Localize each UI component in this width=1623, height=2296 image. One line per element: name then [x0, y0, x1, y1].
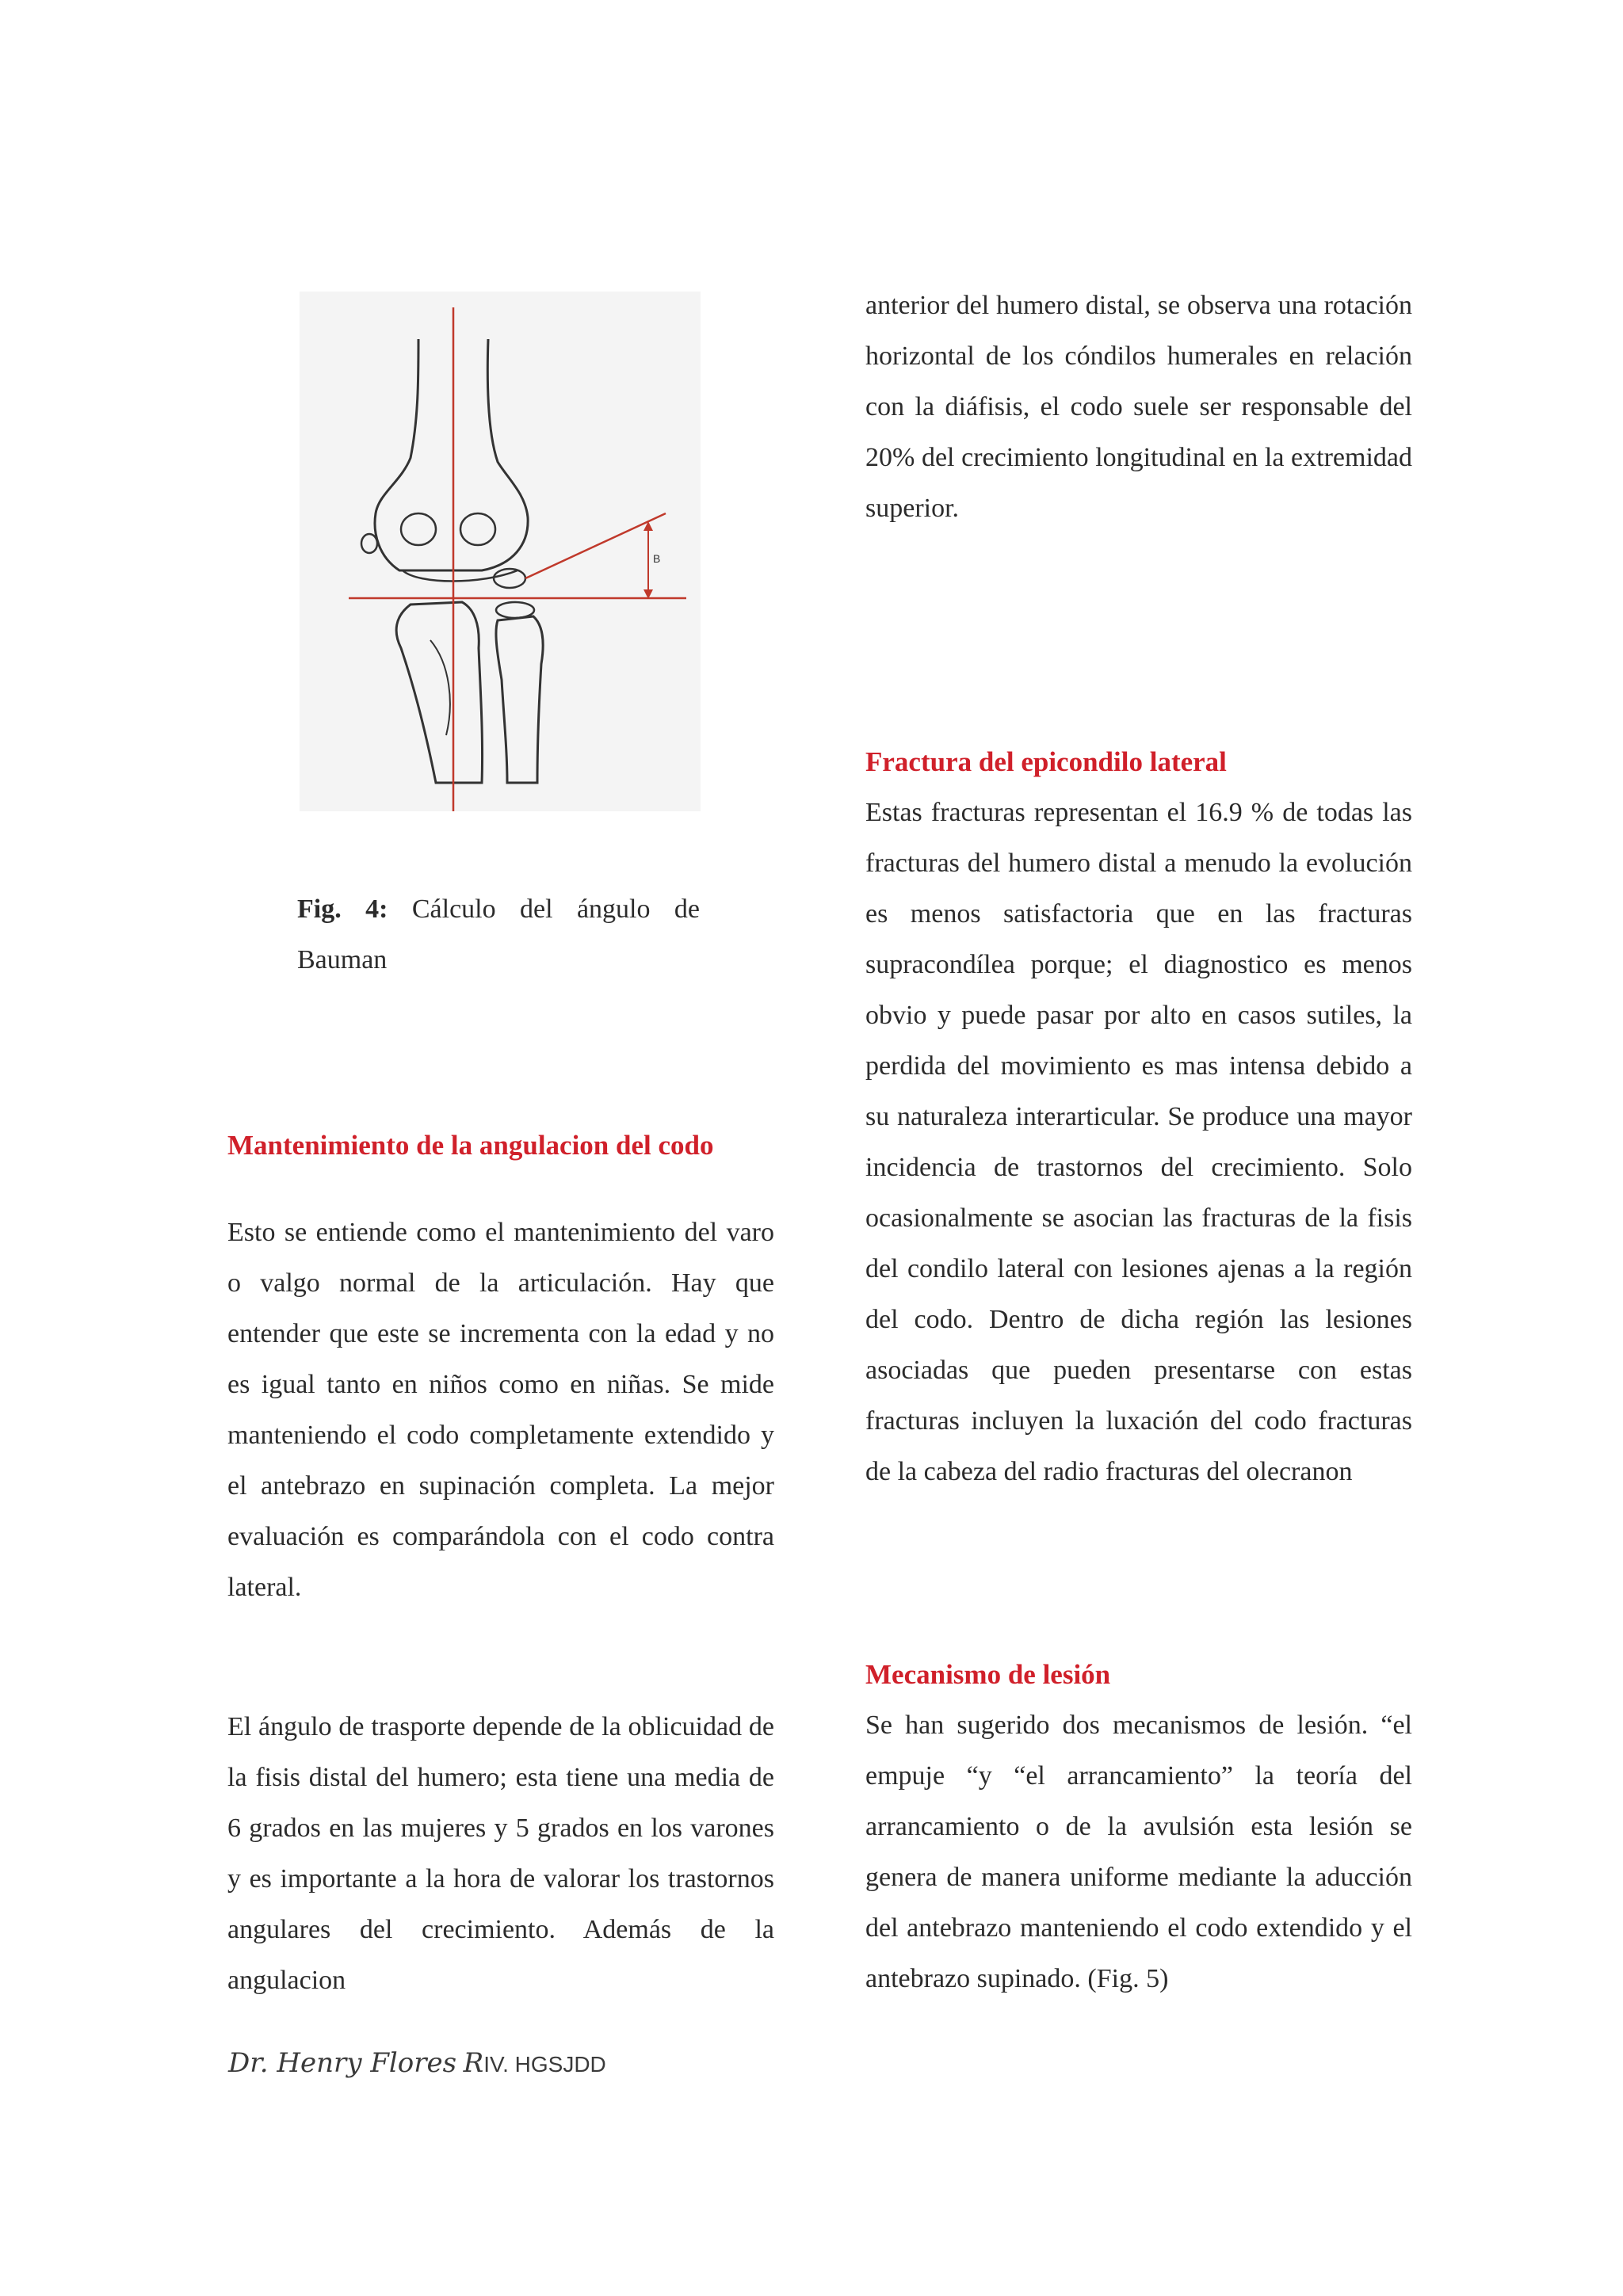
right-paragraph-top-block — [865, 280, 1412, 534]
footer-author: Dr. Henry Flores — [228, 2047, 457, 2079]
heading-angulacion: Mantenimiento de la angulacion del codo — [227, 1130, 714, 1161]
heading-mecanismo: Mecanismo de lesión — [865, 1659, 1111, 1690]
left-heading-block — [227, 1120, 774, 1171]
right-heading-2-block — [865, 1650, 1412, 1700]
humerus-outline — [375, 339, 528, 570]
heading-epicondilo: Fractura del epicondilo lateral — [865, 746, 1227, 777]
physeal-line — [525, 513, 666, 578]
ulna-outline — [396, 602, 482, 783]
right-paragraph-2-block — [865, 1700, 1412, 2004]
epicondyle-nub — [361, 534, 377, 553]
paragraph-humero-distal: anterior del humero distal, se observa una rotación horizontal de los cóndilos humerales en relación con la diáfisis, el codo suele ser responsable del 20% del crecimiento longitudinal en la extremidad superior. — [865, 291, 1412, 523]
radial-head — [496, 602, 534, 618]
paragraph-epicondilo: Estas fracturas representan el 16.9 % de todas las fracturas del humero distal a menudo la evolución es menos satisfactoria que en las fracturas supracondílea porque; el diagnostico es menos obvio y puede pasar por alto en casos sutiles, la perdida del movimiento es mas intensa debido a su naturaleza interarticular. Se produce una mayor incidencia de trastornos del crecimiento. Solo ocasionalmente se asocian las fracturas de la fisis del condilo lateral con lesiones ajenas a la región del codo. Dentro de dicha región las lesiones asociadas que pueden presentarse con estas fracturas incluyen la luxación del codo fracturas de la cabeza del radio fracturas del olecranon — [865, 798, 1412, 1486]
paragraph-angulacion: Esto se entiende como el mantenimiento del varo o valgo normal de la articulación. Hay que entender que este se incrementa con la edad y no es igual tanto en niños como en niñas. Se mide manteniendo el codo completamente extendido y el antebrazo en supinación completa. La mejor evaluación es comparándola con el codo contra lateral. — [227, 1218, 774, 1602]
paragraph-mecanismo: Se han sugerido dos mecanismos de lesión. “el empuje “y “el arrancamiento” la teoría del arrancamiento o de la avulsión esta lesión se genera de manera uniforme mediante la aducción del antebrazo manteniendo el codo extendido y el antebrazo supinado. (Fig. 5) — [865, 1711, 1412, 1993]
lateral-condyle — [401, 513, 436, 545]
figure-elbow-bauman-angle — [300, 292, 701, 811]
right-heading-1-block — [865, 737, 1412, 788]
page-footer — [228, 2047, 606, 2079]
caption-text: Cálculo del ángulo de Bauman — [297, 894, 700, 974]
radius-outline — [496, 616, 543, 783]
caption-label: Fig. 4: — [297, 894, 388, 924]
medial-condyle — [460, 513, 495, 545]
angle-label: B — [653, 552, 661, 565]
left-paragraph-1-block — [227, 1207, 774, 1613]
capitellum — [494, 569, 525, 588]
right-paragraph-1-block — [865, 788, 1412, 1497]
elbow-illustration — [300, 292, 701, 811]
left-paragraph-2-block — [227, 1702, 774, 2006]
footer-suffix-r: R — [463, 2047, 484, 2079]
paragraph-angulo-trasporte: El ángulo de trasporte depende de la oblicuidad de la fisis distal del humero; esta tiene una media de 6 grados en las mujeres y 5 grados en los varones y es importante a la hora de valorar los trastornos angulares del crecimiento. Además de la angulacion — [227, 1712, 774, 1995]
footer-suffix-rest: IV. HGSJDD — [483, 2052, 606, 2077]
figure-caption — [297, 884, 700, 986]
